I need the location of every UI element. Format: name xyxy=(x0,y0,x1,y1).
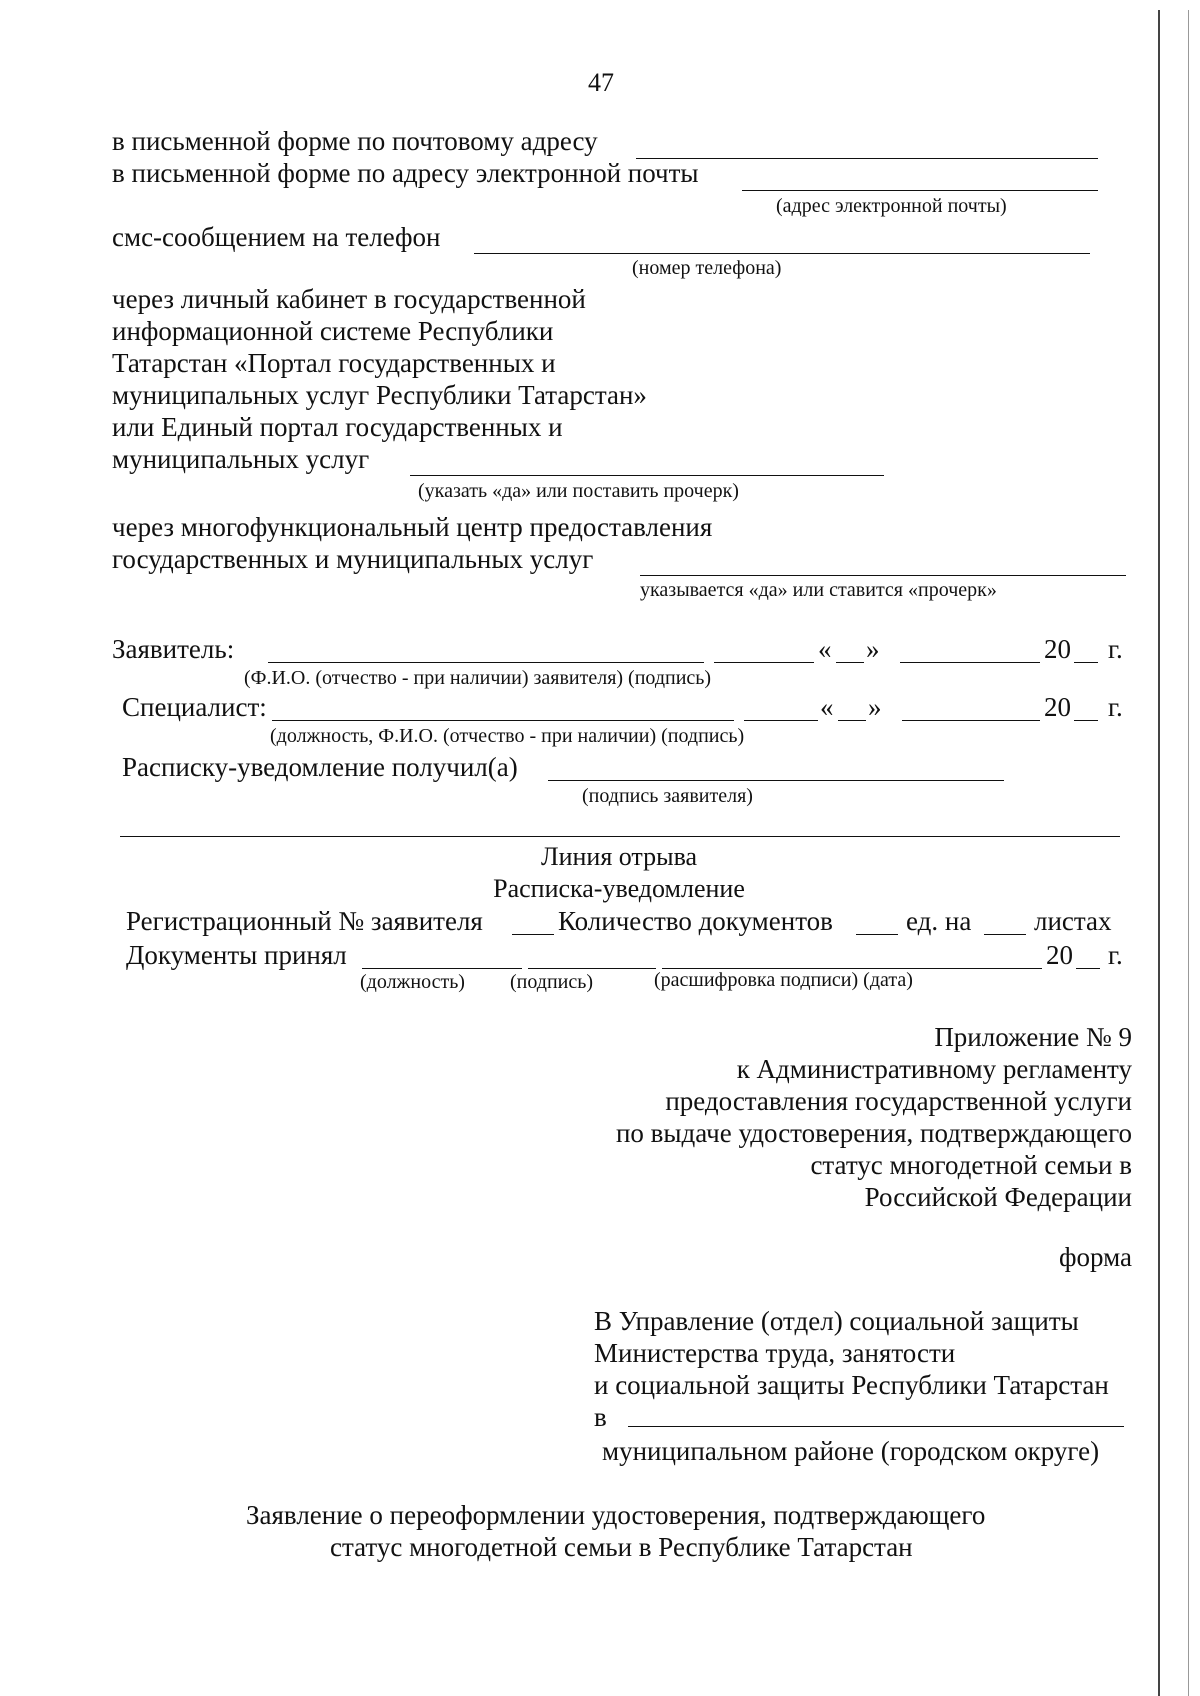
applicant-quote-open: « xyxy=(818,634,832,664)
portal-line-6: муниципальных услуг xyxy=(112,444,370,474)
mfc-line-1: через многофункциональный центр предоставления xyxy=(112,512,713,542)
units-label: ед. на xyxy=(906,906,972,936)
appendix-line-2: к Административному регламенту xyxy=(736,1054,1132,1084)
portal-line-5: или Единый портал государственных и xyxy=(112,412,563,442)
specialist-year-field[interactable] xyxy=(1074,720,1098,721)
accepted-label: Документы принял xyxy=(126,940,347,970)
applicant-name-field[interactable] xyxy=(268,662,704,663)
addressee-line-1: В Управление (отдел) социальной защиты xyxy=(594,1306,1079,1336)
accepted-year-field[interactable] xyxy=(1076,968,1100,969)
appendix-line-4: по выдаче удостоверения, подтверждающего xyxy=(615,1118,1132,1148)
specialist-quote-open: « xyxy=(820,692,834,722)
mfc-answer-field[interactable] xyxy=(640,575,1126,576)
delivery-sms-label: смс-сообщением на телефон xyxy=(112,222,441,252)
phone-caption: (номер телефона) xyxy=(632,257,782,279)
applicant-day-field[interactable] xyxy=(836,662,864,663)
appendix-line-5: статус многодетной семьи в xyxy=(810,1150,1132,1180)
accepted-position-field[interactable] xyxy=(362,968,522,969)
docs-count-label: Количество документов xyxy=(558,906,833,936)
applicant-year-suffix: г. xyxy=(1108,634,1123,664)
district-field[interactable] xyxy=(628,1426,1124,1427)
postal-address-field[interactable] xyxy=(636,158,1098,159)
applicant-caption: (Ф.И.О. (отчество - при наличии) заявителя) (подпись) xyxy=(244,667,712,689)
reg-number-field[interactable] xyxy=(512,934,554,935)
email-field[interactable] xyxy=(742,190,1098,191)
sheets-count-field[interactable] xyxy=(984,934,1026,935)
applicant-label: Заявитель: xyxy=(112,634,235,664)
accepted-year-suffix: г. xyxy=(1108,940,1123,970)
form-label: форма xyxy=(1059,1242,1132,1272)
appendix-line-1: Приложение № 9 xyxy=(934,1022,1132,1052)
appendix-line-3: предоставления государственной услуги xyxy=(665,1086,1132,1116)
specialist-month-field[interactable] xyxy=(902,720,1040,721)
mfc-line-2: государственных и муниципальных услуг xyxy=(112,544,594,574)
receipt-signature-field[interactable] xyxy=(548,780,1004,781)
accepted-year-prefix: 20 xyxy=(1046,940,1073,970)
email-caption: (адрес электронной почты) xyxy=(776,195,1007,217)
page-number: 47 xyxy=(588,68,614,97)
applicant-quote-close: » xyxy=(866,634,880,664)
specialist-year-prefix: 20 xyxy=(1044,692,1071,722)
specialist-year-suffix: г. xyxy=(1108,692,1123,722)
applicant-year-prefix: 20 xyxy=(1044,634,1071,664)
specialist-quote-close: » xyxy=(868,692,882,722)
specialist-name-field[interactable] xyxy=(272,720,734,721)
statement-title-line-1: Заявление о переоформлении удостоверения, подтверждающего xyxy=(246,1500,986,1530)
addressee-line-2: Министерства труда, занятости xyxy=(594,1338,956,1368)
tear-off-line xyxy=(120,836,1120,837)
receipt-label: Расписку-уведомление получил(а) xyxy=(122,752,518,782)
caption-signature: (подпись) xyxy=(510,971,594,993)
portal-line-1: через личный кабинет в государственной xyxy=(112,284,586,314)
applicant-month-field[interactable] xyxy=(900,662,1040,663)
docs-count-field[interactable] xyxy=(856,934,898,935)
specialist-day-field[interactable] xyxy=(838,720,866,721)
portal-line-3: Татарстан «Портал государственных и xyxy=(112,348,556,378)
portal-line-2: информационной системе Республики xyxy=(112,316,554,346)
specialist-signature-field[interactable] xyxy=(744,720,818,721)
applicant-year-field[interactable] xyxy=(1074,662,1098,663)
phone-field[interactable] xyxy=(474,253,1090,254)
statement-title-line-2: статус многодетной семьи в Республике Татарстан xyxy=(330,1532,913,1562)
addressee-line-3: и социальной защиты Республики Татарстан xyxy=(594,1370,1109,1400)
specialist-caption: (должность, Ф.И.О. (отчество - при наличии) (подпись) xyxy=(270,725,745,747)
caption-position: (должность) xyxy=(360,971,465,993)
portal-caption: (указать «да» или поставить прочерк) xyxy=(418,480,739,502)
delivery-postal-label: в письменной форме по почтовому адресу xyxy=(112,126,598,156)
addressee-in-prefix: в xyxy=(594,1402,607,1432)
sheets-label: листах xyxy=(1034,906,1112,936)
receipt-caption: (подпись заявителя) xyxy=(582,785,753,807)
tear-off-label: Линия отрыва xyxy=(540,842,698,871)
delivery-email-label: в письменной форме по адресу электронной почты xyxy=(112,158,699,188)
accepted-signature-field[interactable] xyxy=(528,968,656,969)
addressee-district: муниципальном районе (городском округе) xyxy=(602,1436,1100,1466)
portal-answer-field[interactable] xyxy=(410,475,884,476)
applicant-signature-field[interactable] xyxy=(714,662,814,663)
reg-number-label: Регистрационный № заявителя xyxy=(126,906,483,936)
receipt-notice-title: Расписка-уведомление xyxy=(493,874,745,903)
mfc-caption: указывается «да» или ставится «прочерк» xyxy=(640,579,997,601)
specialist-label: Специалист: xyxy=(122,692,267,722)
portal-line-4: муниципальных услуг Республики Татарстан» xyxy=(112,380,647,410)
appendix-line-6: Российской Федерации xyxy=(864,1182,1132,1212)
caption-decode-date: (расшифровка подписи) (дата) xyxy=(654,969,913,991)
